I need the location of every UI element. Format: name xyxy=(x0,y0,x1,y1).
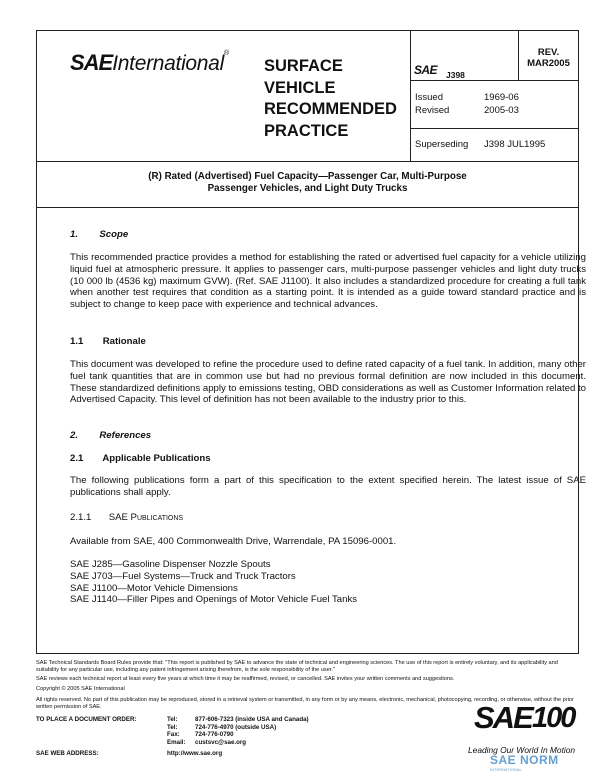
doctype-line-3: RECOMMENDED xyxy=(264,100,397,118)
rev-date: MAR2005 xyxy=(527,58,570,69)
header-divider-left xyxy=(410,30,411,161)
section-2-1-heading xyxy=(70,453,211,464)
fax-label: Fax: xyxy=(167,731,180,739)
web-address-link[interactable]: http://www.sae.org xyxy=(167,750,223,757)
section-2-number: 2. xyxy=(70,430,79,441)
section-1-1-number: 1.1 xyxy=(70,336,84,347)
order-label: TO PLACE A DOCUMENT ORDER: xyxy=(36,716,137,723)
footer-copyright: Copyright © 2005 SAE International xyxy=(36,686,125,692)
sae-100-logo xyxy=(474,701,584,741)
section-2-1-number: 2.1 xyxy=(70,453,84,464)
doctype-line-2: VEHICLE xyxy=(264,78,336,97)
email-value[interactable]: custsvc@sae.org xyxy=(195,738,247,746)
issued-value: 1969-06 xyxy=(484,92,519,103)
reference-item: SAE J1100—Motor Vehicle Dimensions xyxy=(70,582,238,594)
section-1-number: 1. xyxy=(70,229,79,240)
revised-value: 2005-03 xyxy=(484,105,519,116)
sae-norm-watermark xyxy=(490,755,586,773)
superseding-value: J398 JUL1995 xyxy=(484,139,546,150)
reference-item: SAE J703—Fuel Systems—Truck and Truck Tractors xyxy=(70,570,296,582)
document-type xyxy=(264,56,397,142)
doctype-line-4: PRACTICE xyxy=(264,121,349,140)
document-number: J398 xyxy=(446,70,465,80)
title-line-1: (R) Rated (Advertised) Fuel Capacity—Passenger Car, Multi-Purpose xyxy=(148,171,467,182)
tel2-label: Tel: xyxy=(167,723,178,731)
watermark-text: SAE NORM xyxy=(490,753,559,767)
footer-review-text: SAE reviews each technical report at least every five years at which time it may be reaffirmed, revised, or cancelled. SAE invites your written comments and suggestions. xyxy=(36,676,455,682)
sae-international-logo xyxy=(70,50,229,76)
section-1-1-title: Rationale xyxy=(102,336,146,347)
sae-100-logo-number: 100 xyxy=(532,702,575,734)
section-2-1-1-heading xyxy=(70,512,183,523)
logo-international-text: International xyxy=(112,52,224,75)
reference-item: SAE J1140—Filler Pipes and Openings of Motor Vehicle Fuel Tanks xyxy=(70,594,358,606)
tagline: Leading Our World In Motion xyxy=(468,745,576,755)
web-address-label: SAE WEB ADDRESS: xyxy=(36,750,99,757)
sae-100-logo-sae: SAE xyxy=(474,700,532,735)
logo-sae-text: SAE xyxy=(70,50,113,75)
section-2-1-1-title: SAE Publications xyxy=(108,512,184,523)
order-contact xyxy=(167,716,309,746)
section-2-title: References xyxy=(99,430,152,441)
doctype-line-1: SURFACE xyxy=(264,57,343,75)
title-line-2: Passenger Vehicles, and Light Duty Trucks xyxy=(207,183,408,194)
tel-value: 877-606-7323 (inside USA and Canada) xyxy=(195,716,309,723)
superseding-label: Superseding xyxy=(415,139,469,150)
email-label: Email: xyxy=(167,738,186,746)
title-bottom-line xyxy=(36,207,579,208)
reference-list xyxy=(70,559,357,606)
section-1-1-heading xyxy=(70,336,146,347)
issued-label: Issued xyxy=(415,92,443,103)
section-1-heading xyxy=(70,229,128,240)
header-line-1 xyxy=(410,80,579,81)
rev-label: REV. xyxy=(537,47,560,58)
footer-rights-text: All rights reserved. No part of this publication may be reproduced, stored in a retrieval system or transmitted, in any form or by any means, electronic, mechanical, photocopying, recording, or otherwise, without the prior written permission of SAE. xyxy=(36,697,574,711)
section-2-1-text: The following publications form a part of this specification to the extent specified herein. The latest issue of SAE publications shall apply. xyxy=(70,475,586,498)
document-title xyxy=(36,171,579,195)
logo-trademark: ® xyxy=(223,50,230,57)
revised-label: Revised xyxy=(415,105,450,116)
section-2-1-title: Applicable Publications xyxy=(102,453,211,464)
availability-text: Available from SAE, 400 Commonwealth Drive, Warrendale, PA 15096-0001. xyxy=(70,536,397,547)
section-2-heading xyxy=(70,430,151,441)
fax-value: 724-776-0790 xyxy=(195,731,234,739)
section-1-text: This recommended practice provides a method for establishing the rated or advertised fuel capacity for a vehicle utilizing liquid fuel at atmospheric pressure. It applies to passenger cars, multi-purpose passenger vehicles and light duty trucks (10 000 lb (4536 kg) maximum GVW). (Ref. SAE J1100). It also includes a standardized procedure for creating a full tank when another test requires that condition as a starting point. It is intended as a guide toward standard practice and is subject to change to keep pace with experience and technical advances. xyxy=(70,252,586,311)
reference-item: SAE J285—Gasoline Dispenser Nozzle Spouts xyxy=(70,559,271,570)
section-2-1-1-number: 2.1.1 xyxy=(70,512,92,523)
footer-rules-text: SAE Technical Standards Board Rules provide that: "This report is published by SAE to advance the state of technical and engineering sciences. The use of this report is entirely voluntary, and its applicability and suitability for any particular use, including any patent infringement arising therefrom, is the sole responsibility of the user." xyxy=(36,660,558,674)
section-1-1-text: This document was developed to refine the procedure used to define rated capacity of a fuel tank. In addition, many other fuel tank quantities that are in common use but had no previous formal definition are now included in this document. These standardized definitions apply to emissions testing, OBD considerations as well as Customer Information related to Advertised Capacity. This level of definition has not been available to the industry prior to this. xyxy=(70,359,586,406)
section-1-title: Scope xyxy=(99,229,129,240)
header-bottom-line xyxy=(36,161,579,162)
header-line-2 xyxy=(410,128,579,129)
sae-mini-logo: SAE xyxy=(414,63,437,77)
tel-label: Tel: xyxy=(167,716,178,723)
watermark-small-text: INTERNATIONAL xyxy=(490,767,522,772)
tel2-value: 724-776-4970 (outside USA) xyxy=(195,723,277,731)
